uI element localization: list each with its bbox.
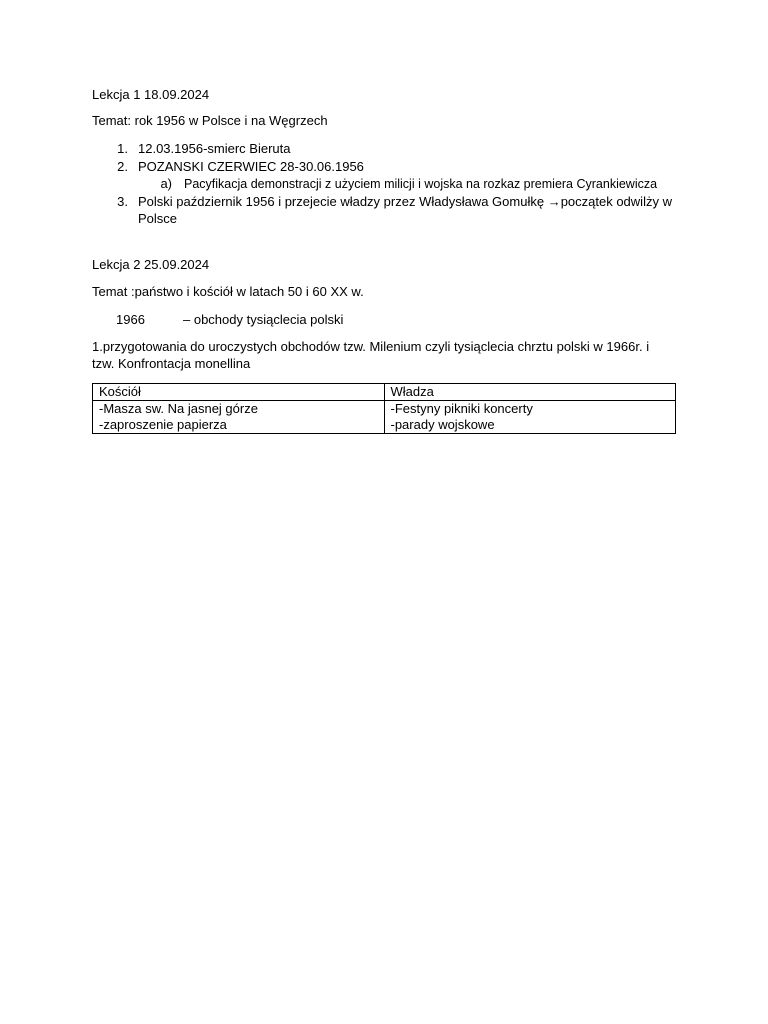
sublist-item-letter: a) (160, 176, 172, 191)
lesson2-heading: Lekcja 2 25.09.2024 (92, 257, 210, 272)
table-header-cell: Kościół (93, 384, 385, 401)
paragraph-line-2: tzw. Konfrontacja monellina (92, 356, 251, 371)
list-item-number: 2. (117, 159, 128, 174)
sublist-item-text: Pacyfikacja demonstracji z użyciem milicji i wojska na rozkaz premiera Cyrankiewicza (184, 177, 658, 191)
table-cell (93, 401, 385, 434)
comparison-table (92, 383, 676, 434)
lesson2-topic: Temat :państwo i kościół w latach 50 i 60 XX w. (92, 284, 364, 299)
table-cell (384, 401, 676, 434)
event-text: – obchody tysiąclecia polski (183, 312, 344, 327)
list-item-text (138, 194, 672, 210)
event-year: 1966 (116, 312, 145, 327)
table-cell-line: -zaproszenie papierza (99, 417, 227, 432)
table-row (93, 401, 676, 434)
list-item-text: POZANSKI CZERWIEC 28-30.06.1956 (138, 159, 364, 174)
list-item-continuation: Polsce (138, 211, 178, 226)
list-item-number: 3. (117, 194, 128, 209)
list-item-text-main: Polski październik 1956 i przejecie władzy przez Władysława Gomułkę (138, 194, 545, 209)
lesson1-topic: Temat: rok 1956 w Polsce i na Węgrzech (92, 113, 328, 128)
lesson1-heading: Lekcja 1 18.09.2024 (92, 87, 210, 102)
list-item-text: 12.03.1956-smierc Bieruta (138, 141, 291, 156)
arrow-right-icon: → (547, 194, 561, 209)
table-header-cell: Władza (384, 384, 676, 401)
table-cell-line: -Masza sw. Na jasnej górze (99, 401, 258, 416)
list-item-text-after-arrow: początek odwilży w (560, 194, 672, 209)
table-cell-line: -parady wojskowe (390, 417, 495, 432)
table-cell-line: -Festyny pikniki koncerty (390, 401, 533, 416)
list-item-number: 1. (117, 141, 128, 156)
paragraph-line-1: 1.przygotowania do uroczystych obchodów tzw. Milenium czyli tysiąclecia chrztu polski w 1966r. i (92, 339, 650, 354)
table-header-row (93, 384, 676, 401)
